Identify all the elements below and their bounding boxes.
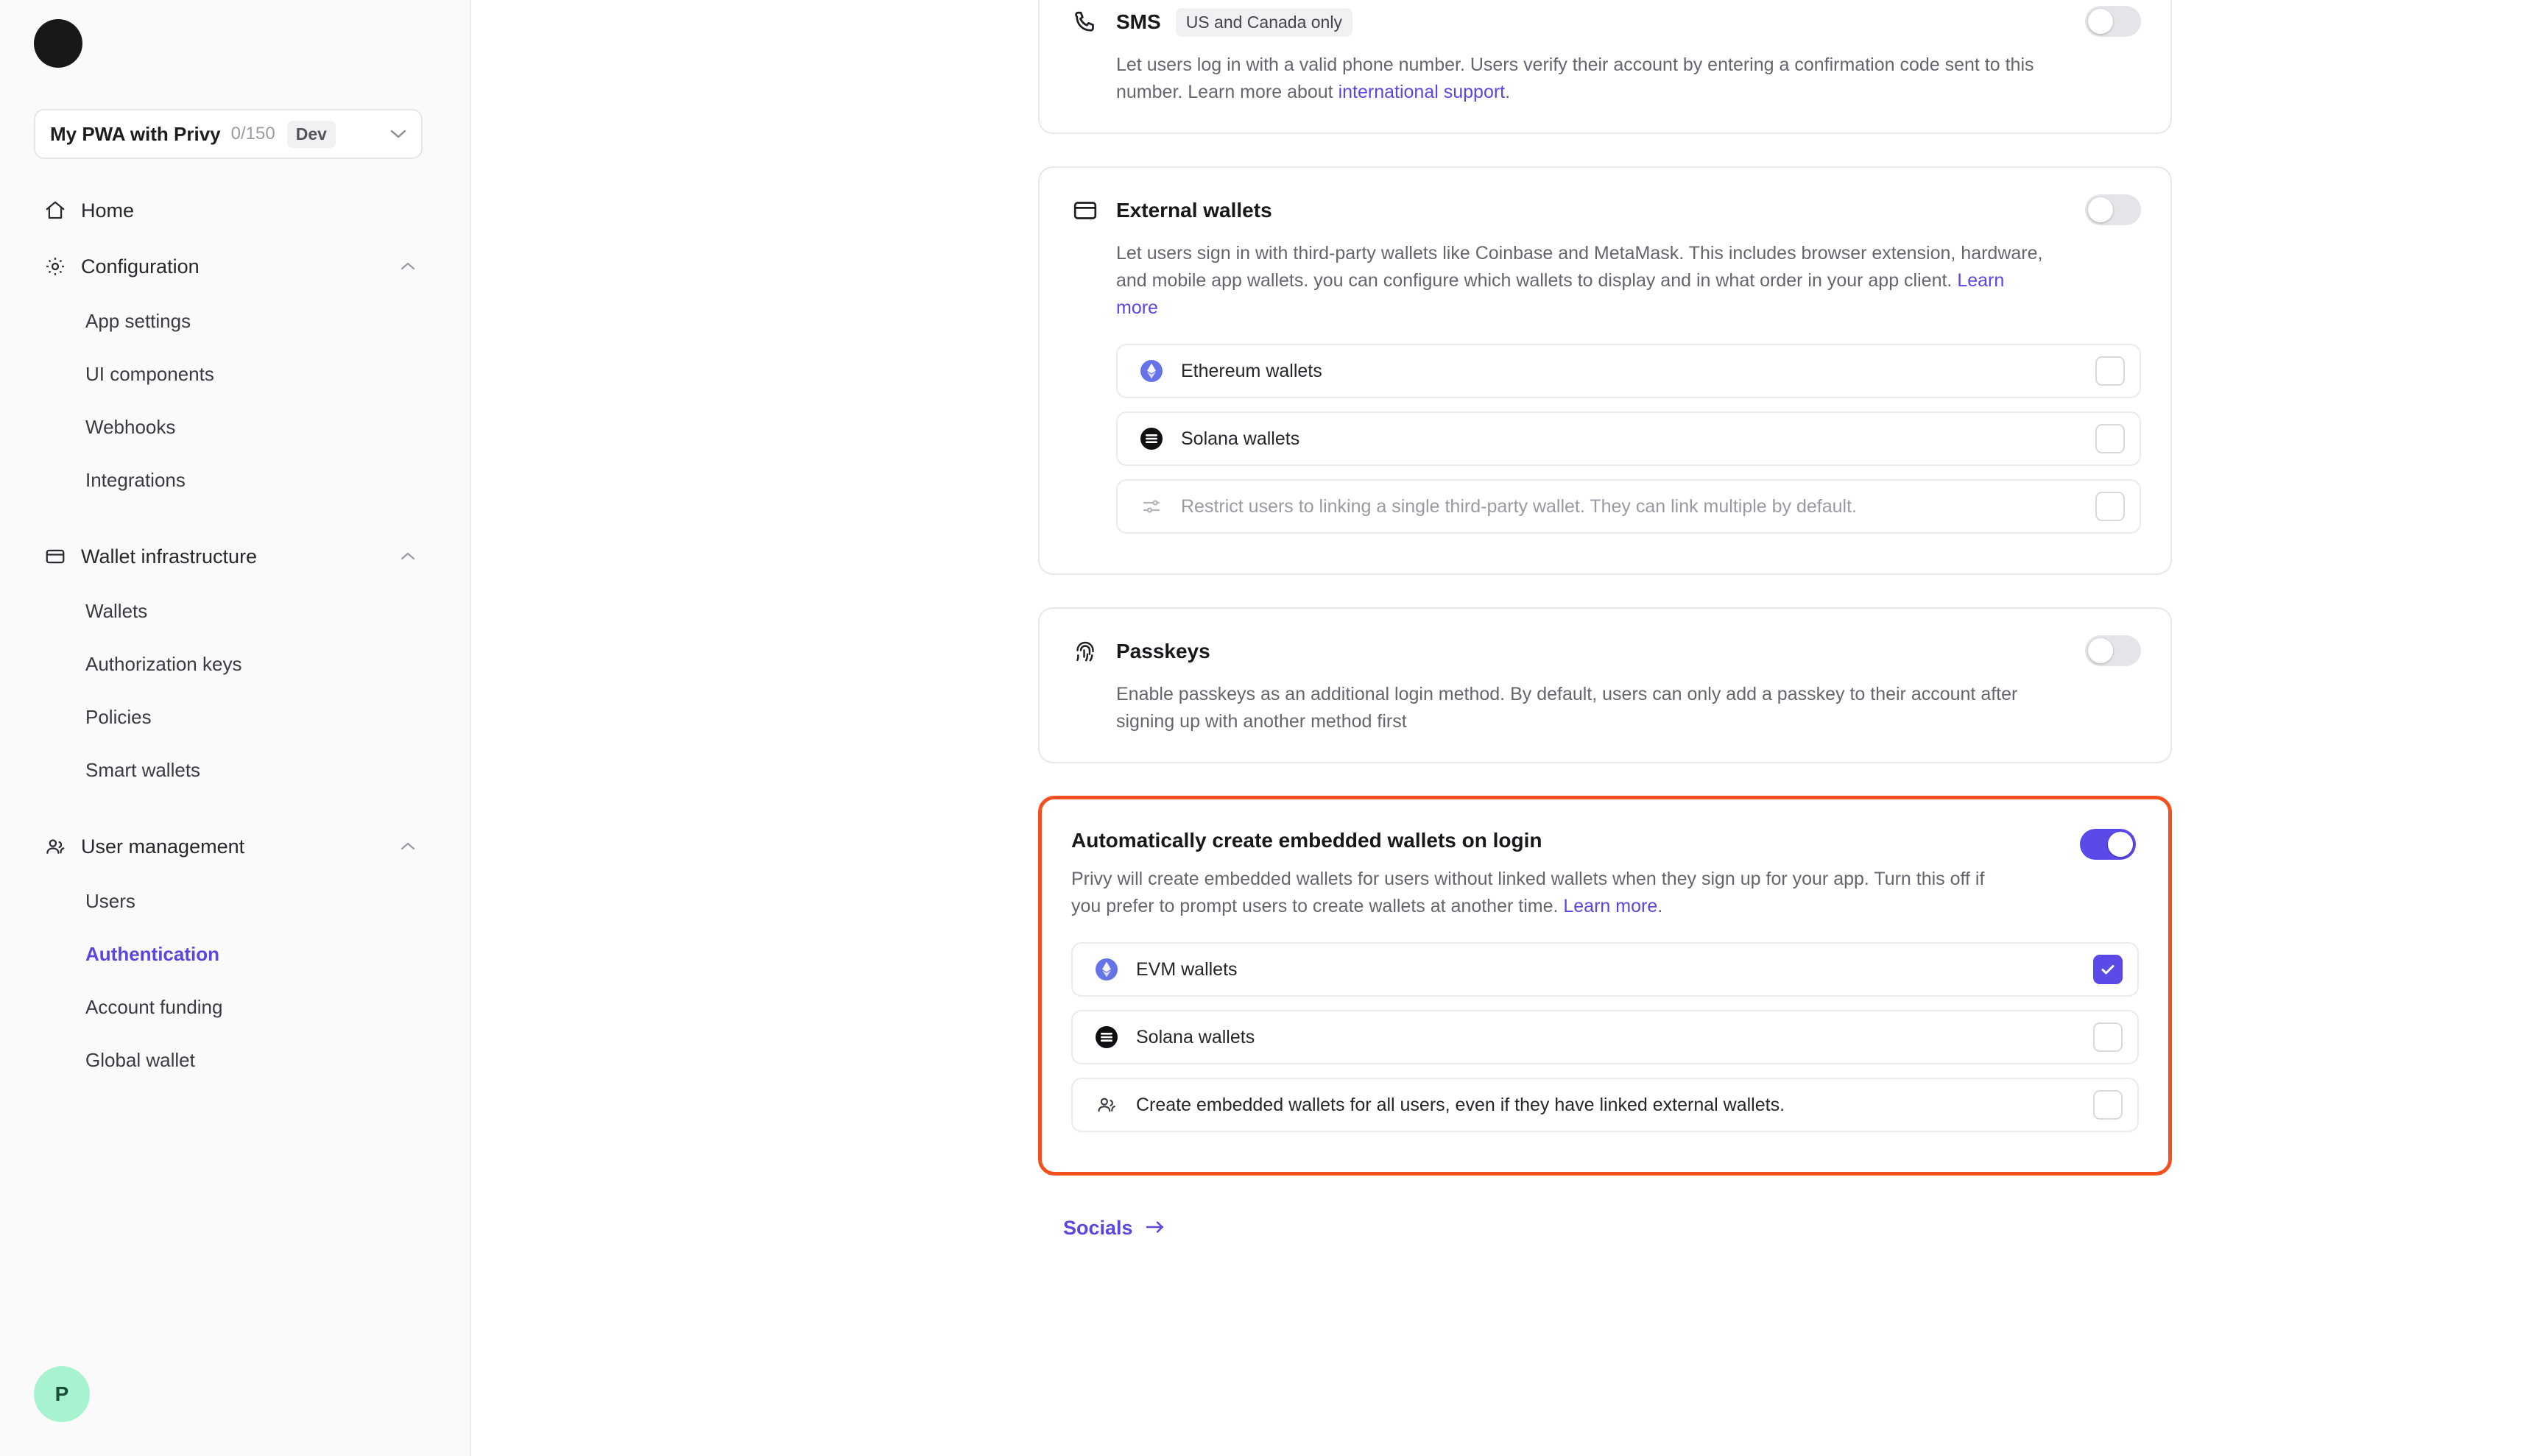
app-switcher[interactable]: [34, 109, 423, 159]
toggle-knob: [2108, 832, 2133, 857]
list-item-label: Restrict users to linking a single third-party wallet. They can link multiple by default.: [1181, 495, 1858, 517]
sidebar-item-label: Home: [81, 199, 135, 222]
card-sms: [1038, 0, 2172, 134]
card-title: SMS: [1116, 10, 1161, 33]
toggle-passkeys[interactable]: [2085, 635, 2141, 666]
next-link-label: Socials: [1063, 1217, 1133, 1239]
home-icon: [43, 198, 68, 223]
checkbox-solana-wallets[interactable]: [2095, 424, 2125, 453]
sidebar-item-ui-components[interactable]: [34, 347, 431, 400]
main-content: [471, 0, 2543, 1456]
sidebar-item-authentication[interactable]: [34, 927, 431, 980]
card-description: [1116, 52, 2051, 106]
desc-text: Let users log in with a valid phone number. Users verify their account by entering a confirmation code sent to this number. Learn more about: [1116, 54, 2034, 102]
toggle-knob: [2088, 197, 2113, 222]
sidebar-group-wallet-infrastructure[interactable]: [34, 529, 431, 584]
users-icon: [1090, 1089, 1123, 1121]
sidebar-nav: [34, 183, 431, 1086]
sidebar: [0, 0, 471, 1456]
sidebar-group-label: Wallet infrastructure: [81, 545, 258, 568]
chevron-down-icon[interactable]: [390, 126, 406, 142]
ethereum-icon: [1135, 355, 1168, 387]
app-switcher-name: My PWA with Privy: [50, 122, 221, 145]
list-item-create-for-all-users[interactable]: [1071, 1078, 2139, 1132]
card-passkeys: [1038, 607, 2172, 763]
sidebar-item-label: Global wallet: [85, 1048, 195, 1071]
desc-text: Let users sign in with third-party wallets like Coinbase and MetaMask. This includes browser extension, hardware, and mobile app wallets. you can configure which wallets to display and in what order in your app client.: [1116, 243, 2043, 291]
wallet-icon: [43, 544, 68, 569]
sidebar-item-home[interactable]: [34, 183, 431, 238]
sidebar-item-label: Wallets: [85, 599, 148, 622]
chevron-up-icon[interactable]: [401, 548, 415, 565]
list-item-ethereum-wallets[interactable]: [1116, 344, 2141, 398]
card-title: External wallets: [1116, 199, 1272, 222]
embedded-wallet-options: [1071, 942, 2139, 1132]
sidebar-item-label: Policies: [85, 705, 152, 728]
brand-logo-icon: [34, 19, 82, 68]
checkbox-ethereum-wallets[interactable]: [2095, 356, 2125, 386]
settings-list: [1038, 0, 2172, 1240]
desc-text: Privy will create embedded wallets for users without linked wallets when they sign up for your app. Turn this off if you prefer to prompt users to create wallets at another time.: [1071, 869, 1985, 916]
sidebar-item-label: UI components: [85, 362, 214, 385]
card-title: Passkeys: [1116, 640, 1210, 662]
toggle-external-wallets[interactable]: [2085, 194, 2141, 225]
avatar-initial: P: [54, 1382, 69, 1405]
list-item-label: Solana wallets: [1181, 428, 1300, 449]
chevron-up-icon[interactable]: [401, 258, 415, 275]
learn-more-link[interactable]: Learn more: [1116, 270, 2005, 318]
card-header: [1071, 829, 2139, 852]
gear-icon: [43, 254, 68, 279]
sidebar-item-label: Users: [85, 889, 135, 912]
checkbox-solana-wallets[interactable]: [2093, 1022, 2123, 1052]
sidebar-item-app-settings[interactable]: [34, 294, 431, 347]
card-description: [1116, 240, 2051, 322]
list-item-label: Solana wallets: [1136, 1026, 1255, 1047]
app-switcher-env-badge: Dev: [287, 121, 336, 148]
sidebar-item-users[interactable]: [34, 874, 431, 927]
international-support-link[interactable]: international support: [1338, 82, 1506, 102]
sidebar-item-policies[interactable]: [34, 690, 431, 743]
desc-text-end: .: [1505, 82, 1511, 102]
card-header: [1069, 635, 2141, 668]
list-item-label: Create embedded wallets for all users, even if they have linked external wallets.: [1136, 1094, 1785, 1115]
sidebar-item-label: Webhooks: [85, 415, 176, 438]
solana-icon: [1090, 1021, 1123, 1053]
card-icon: [1069, 194, 1101, 227]
list-item-evm-wallets[interactable]: [1071, 942, 2139, 997]
card-auto-embedded-wallets: [1038, 796, 2172, 1176]
checkbox-restrict-single-wallet[interactable]: [2095, 492, 2125, 521]
nav-divider-spacer: [34, 506, 431, 529]
card-title: Automatically create embedded wallets on login: [1071, 829, 1542, 852]
sidebar-item-label: Authentication: [85, 942, 219, 965]
avatar[interactable]: [34, 1366, 90, 1422]
users-icon: [43, 834, 68, 859]
sidebar-item-label: App settings: [85, 309, 191, 332]
card-header: [1069, 6, 2141, 38]
sliders-icon: [1135, 490, 1168, 523]
list-item-solana-wallets[interactable]: [1071, 1010, 2139, 1064]
card-description: [1071, 866, 2006, 920]
sidebar-item-integrations[interactable]: [34, 453, 431, 506]
desc-text-end: .: [1657, 896, 1663, 916]
toggle-knob: [2088, 9, 2113, 34]
checkbox-create-for-all-users[interactable]: [2093, 1090, 2123, 1120]
sidebar-group-label: Configuration: [81, 255, 200, 278]
fingerprint-icon: [1069, 635, 1101, 668]
next-section-link-socials[interactable]: [1063, 1217, 1165, 1240]
checkbox-evm-wallets[interactable]: [2093, 955, 2123, 984]
status-badge: US and Canada only: [1176, 8, 1352, 37]
phone-icon: [1069, 6, 1101, 38]
sidebar-item-global-wallet[interactable]: [34, 1033, 431, 1086]
sidebar-item-webhooks[interactable]: [34, 400, 431, 453]
external-wallet-options: [1116, 344, 2141, 534]
chevron-up-icon[interactable]: [401, 838, 415, 855]
list-item-label: Ethereum wallets: [1181, 360, 1322, 381]
toggle-auto-embedded-wallets[interactable]: [2080, 829, 2136, 860]
sidebar-group-label: User management: [81, 835, 245, 858]
sidebar-item-label: Authorization keys: [85, 652, 242, 675]
app-switcher-count: 0/150: [230, 124, 275, 144]
sidebar-item-authorization-keys[interactable]: [34, 637, 431, 690]
solana-icon: [1135, 423, 1168, 455]
sidebar-group-user-management[interactable]: [34, 819, 431, 874]
card-description: Enable passkeys as an additional login method. By default, users can only add a passkey to their account after signing up with another method first: [1116, 684, 2018, 732]
sidebar-item-label: Integrations: [85, 468, 186, 491]
sidebar-item-wallets[interactable]: [34, 584, 431, 637]
list-item-restrict-single-wallet[interactable]: [1116, 479, 2141, 534]
sidebar-item-label: Account funding: [85, 995, 223, 1018]
sidebar-item-account-funding[interactable]: [34, 980, 431, 1033]
ethereum-icon: [1090, 953, 1123, 986]
list-item-solana-wallets[interactable]: [1116, 411, 2141, 466]
learn-more-link[interactable]: Learn more: [1563, 896, 1658, 916]
sidebar-item-label: Smart wallets: [85, 758, 201, 781]
toggle-sms[interactable]: [2085, 6, 2141, 37]
list-item-label: EVM wallets: [1136, 958, 1238, 980]
toggle-knob: [2088, 638, 2113, 663]
arrow-right-icon: [1145, 1217, 1165, 1240]
sidebar-item-smart-wallets[interactable]: [34, 743, 431, 796]
nav-divider-spacer: [34, 796, 431, 819]
card-external-wallets: [1038, 166, 2172, 575]
card-header: [1069, 194, 2141, 227]
sidebar-group-configuration[interactable]: [34, 238, 431, 294]
